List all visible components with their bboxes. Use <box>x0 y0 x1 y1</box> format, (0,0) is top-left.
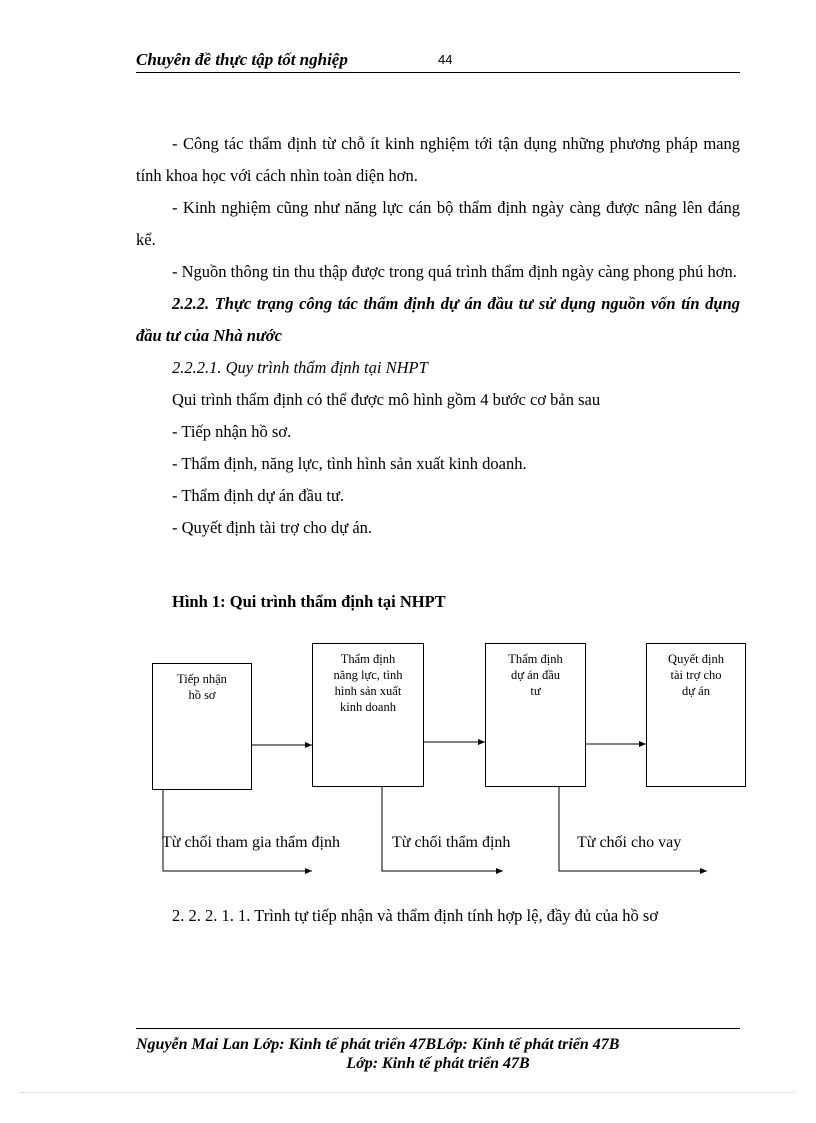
step-2: - Thẩm định, năng lực, tình hình sản xuất kinh doanh. <box>172 454 527 473</box>
box2-line3: hình sản xuất <box>334 684 402 698</box>
page-number: 44 <box>438 52 453 67</box>
subsection-heading: 2.2.2.1. Quy trình thẩm định tại NHPT <box>172 358 428 377</box>
box2-line1: Thẩm định <box>340 652 396 666</box>
flow-box-receive-dossier <box>152 663 252 790</box>
box1-line1: Tiếp nhận <box>177 672 227 686</box>
body-text-bottom <box>136 900 740 932</box>
paragraph-2: - Kinh nghiệm cũng như năng lực cán bộ thẩm định ngày càng được nâng lên đáng kể. <box>136 198 740 249</box>
intro-text: Qui trình thẩm định có thể được mô hình gồm 4 bước cơ bản sau <box>172 390 601 409</box>
box3-line1: Thẩm định <box>508 652 563 666</box>
box4-line3: dự án <box>682 684 710 698</box>
page-footer <box>136 1028 740 1073</box>
flow-box-appraise-project <box>485 643 586 787</box>
paragraph-1: - Công tác thẩm định từ chỗ ít kinh nghiệm tới tận dụng những phương pháp mang tính khoa học với cách nhìn toàn diện hơn. <box>136 134 740 185</box>
flow-box-funding-decision <box>646 643 746 787</box>
reject-label-appraisal: Từ chối thẩm định <box>392 834 511 851</box>
step-1: - Tiếp nhận hồ sơ. <box>172 422 292 441</box>
reject-path-1 <box>163 790 312 871</box>
step-3: - Thẩm định dự án đầu tư. <box>172 486 345 505</box>
reject-path-2 <box>382 787 503 871</box>
flow-box-appraise-capacity <box>312 643 424 787</box>
box4-line2: tài trợ cho <box>670 668 722 682</box>
footer-line-1: Nguyễn Mai Lan Lớp: Kinh tế phát triển 47BLớp: Kinh tế phát triển 47B <box>136 1036 620 1053</box>
box4-line1: Quyết định <box>668 652 724 666</box>
paragraph-3: - Nguồn thông tin thu thập được trong quá trình thẩm định ngày càng phong phú hơn. <box>172 262 737 281</box>
reject-label-loan: Từ chối cho vay <box>577 834 682 851</box>
page-bottom-dotted-line <box>20 1092 796 1093</box>
section-heading: 2.2.2. Thực trạng công tác thẩm định dự án đầu tư sử dụng nguồn vốn tín dụng đầu tư của Nhà nước <box>136 294 740 345</box>
step-4: - Quyết định tài trợ cho dự án. <box>172 518 373 537</box>
reject-path-3 <box>559 787 707 871</box>
box3-line2: dự án đầu <box>510 668 561 682</box>
reject-label-participation: Từ chối tham gia thẩm định <box>162 834 340 851</box>
box3-line3: tư <box>530 684 541 698</box>
box1-line2: hồ sơ <box>188 688 216 702</box>
header-title: Chuyên đề thực tập tốt nghiệp <box>136 50 348 69</box>
box2-line4: kinh doanh <box>340 700 396 714</box>
figure-title: Hình 1: Qui trình thẩm định tại NHPT <box>172 592 446 611</box>
closing-paragraph: 2. 2. 2. 1. 1. Trình tự tiếp nhận và thẩm định tính hợp lệ, đầy đủ của hồ sơ <box>172 906 659 925</box>
box2-line2: năng lực, tình <box>333 668 403 682</box>
footer-line-2: Lớp: Kinh tế phát triển 47B <box>346 1055 530 1072</box>
